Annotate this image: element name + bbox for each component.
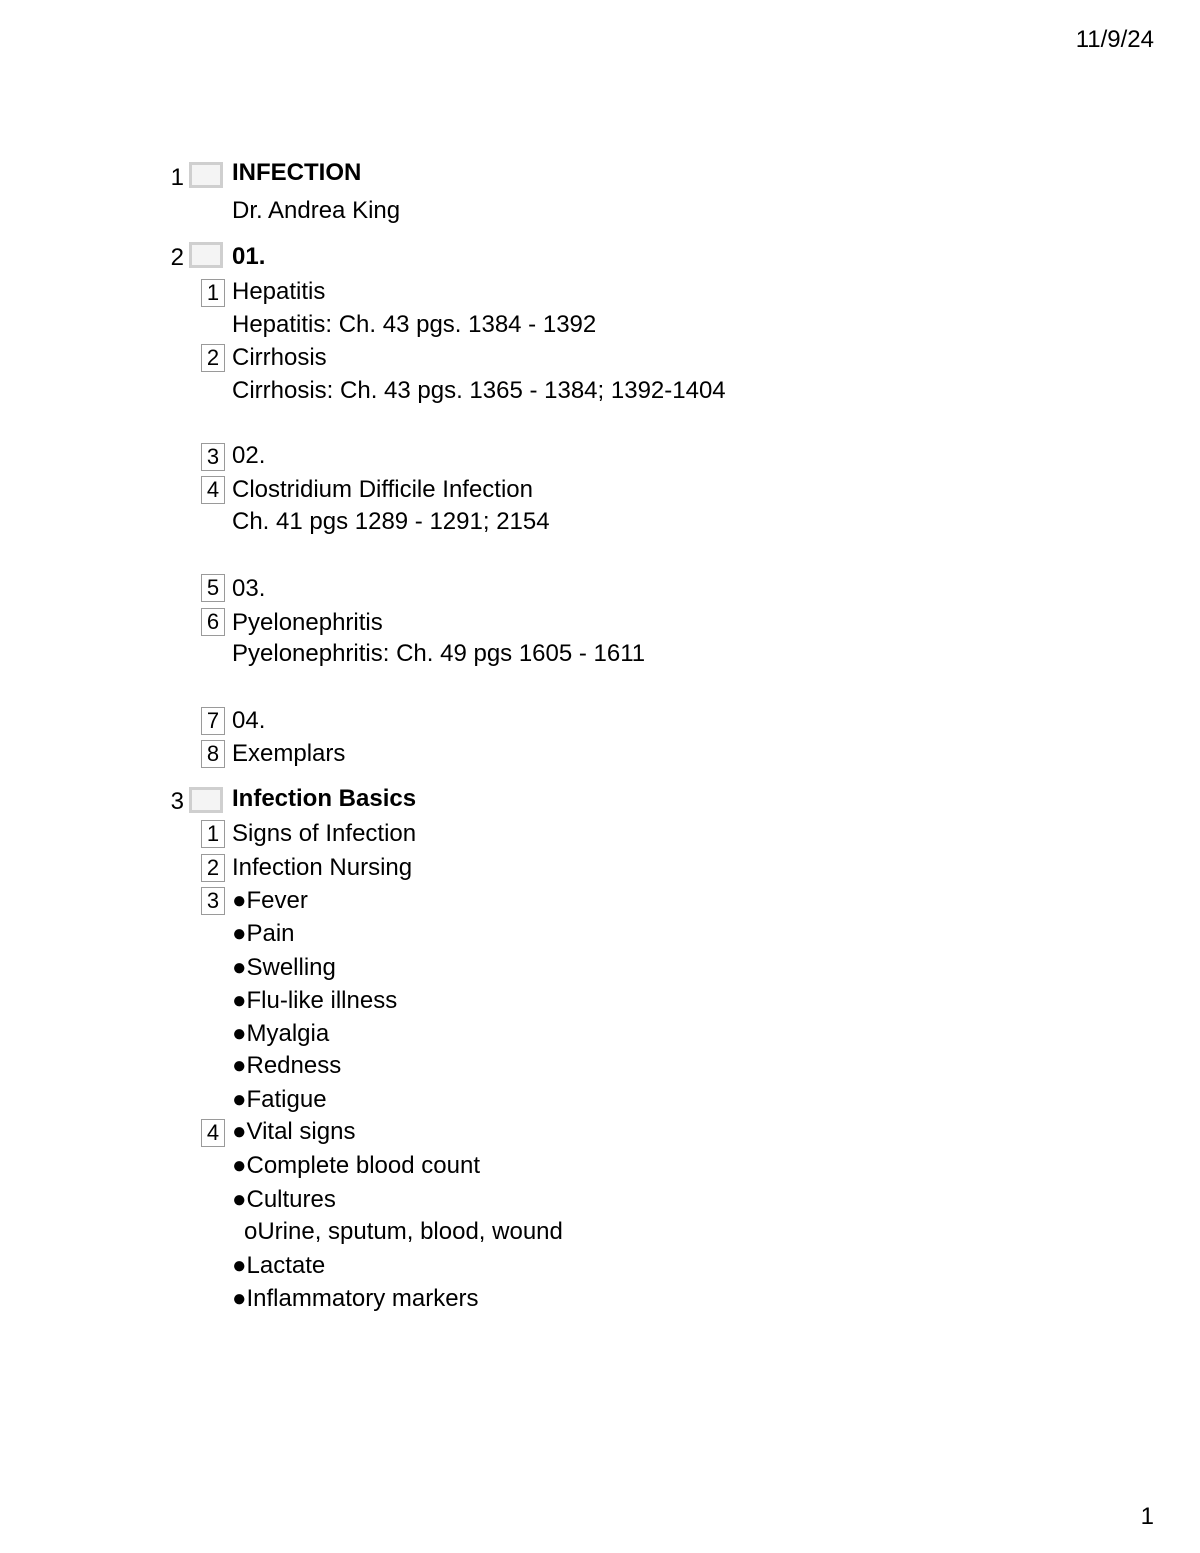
slide-thumbnail xyxy=(189,242,223,268)
item-note: Pyelonephritis: Ch. 49 pgs 1605 - 1611 xyxy=(232,640,646,667)
slide-thumbnail xyxy=(189,787,223,813)
slide-number: 3 xyxy=(170,788,184,815)
slide-number: 1 xyxy=(170,164,184,191)
item-number: 3 xyxy=(201,443,225,471)
bullet-line: ●Fever xyxy=(232,887,308,914)
bullet-line: ●Flu-like illness xyxy=(232,987,398,1014)
item-note: Cirrhosis: Ch. 43 pgs. 1365 - 1384; 1392-1404 xyxy=(232,377,726,404)
bullet-line: ●Fatigue xyxy=(232,1086,327,1113)
bullet-line: ●Vital signs xyxy=(232,1118,356,1145)
slide-title: 01. xyxy=(232,243,266,270)
slide-title: Infection Basics xyxy=(232,785,417,812)
slide-subtitle: Dr. Andrea King xyxy=(232,197,401,224)
sub-bullet-line: oUrine, sputum, blood, wound xyxy=(244,1218,563,1245)
item-label: Infection Nursing xyxy=(232,854,413,881)
item-number: 1 xyxy=(201,279,225,307)
item-number: 5 xyxy=(201,574,225,602)
item-number: 4 xyxy=(201,1119,225,1147)
item-number: 2 xyxy=(201,854,225,882)
bullet-line: ●Complete blood count xyxy=(232,1152,480,1179)
item-note: Ch. 41 pgs 1289 - 1291; 2154 xyxy=(232,508,550,535)
item-number: 2 xyxy=(201,344,225,372)
header-date: 11/9/24 xyxy=(1075,26,1154,53)
item-number: 1 xyxy=(201,820,225,848)
item-label: Hepatitis xyxy=(232,278,326,305)
slide-title: INFECTION xyxy=(232,159,362,186)
bullet-line: ●Cultures xyxy=(232,1186,336,1213)
bullet-line: ●Inflammatory markers xyxy=(232,1285,479,1312)
item-number: 8 xyxy=(201,740,225,768)
item-label: Cirrhosis xyxy=(232,344,327,371)
item-number: 7 xyxy=(201,707,225,735)
item-label: Signs of Infection xyxy=(232,820,417,847)
item-number: 3 xyxy=(201,887,225,915)
bullet-line: ●Pain xyxy=(232,920,295,947)
item-label: 02. xyxy=(232,442,266,469)
item-number: 4 xyxy=(201,476,225,504)
bullet-line: ●Swelling xyxy=(232,954,336,981)
item-label: Pyelonephritis xyxy=(232,609,383,636)
page-number: 1 xyxy=(1140,1503,1154,1530)
item-number: 6 xyxy=(201,608,225,636)
bullet-line: ●Lactate xyxy=(232,1252,326,1279)
bullet-line: ●Myalgia xyxy=(232,1020,330,1047)
item-note: Hepatitis: Ch. 43 pgs. 1384 - 1392 xyxy=(232,311,597,338)
item-label: Clostridium Difficile Infection xyxy=(232,476,533,503)
slide-thumbnail xyxy=(189,162,223,188)
item-label: 03. xyxy=(232,575,266,602)
item-label: 04. xyxy=(232,707,266,734)
slide-number: 2 xyxy=(170,244,184,271)
bullet-line: ●Redness xyxy=(232,1052,342,1079)
item-label: Exemplars xyxy=(232,740,346,767)
